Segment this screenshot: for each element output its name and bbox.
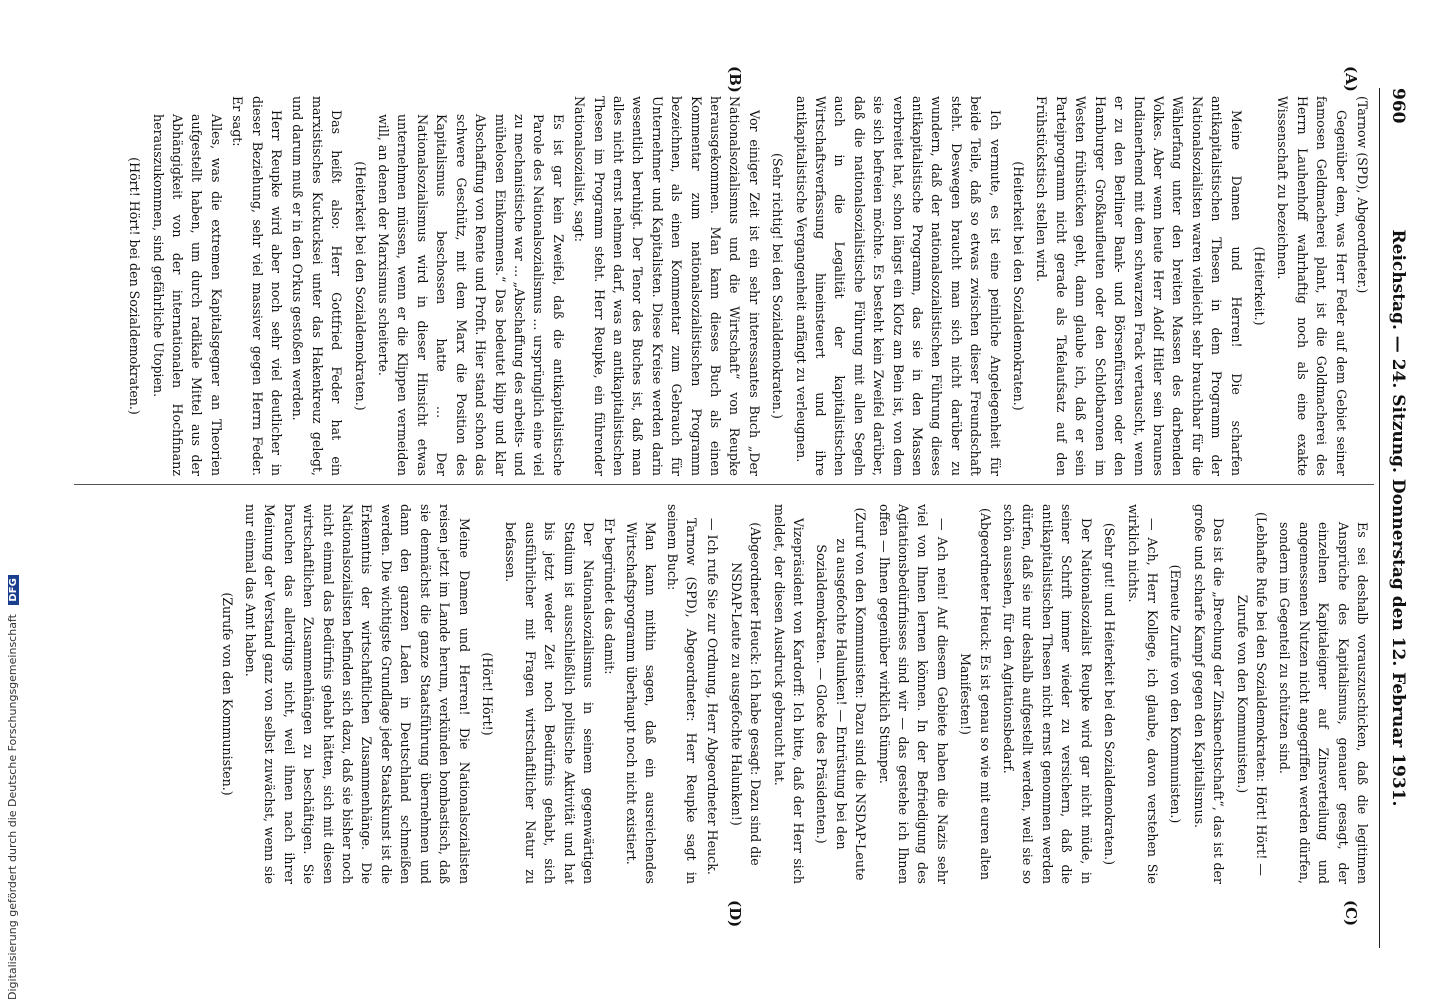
quotation: Alles, was die extremen Kapitalsgegner an Theorien aufgestellt haben, um durch radikale Mittel aus der Abhängigkeit von der internationalen Hochfinanz herauszukommen, sind gefährliche Utopien. [150, 114, 224, 476]
interjection: (Heiterkeit bei den Sozialdemokraten.) [352, 161, 368, 411]
interjection: (Sehr richtig! bei den Sozialdemokraten.) [770, 153, 786, 419]
paragraph: — Ich rufe Sie zur Ordnung, Herr Abgeordneter Heuck. [705, 518, 721, 875]
paragraph: Herr Reupke wird aber noch sehr viel deutlicher in dieser Beziehung, sehr viel massiver gegen Herrn Feder. Er sagt: [230, 96, 285, 476]
dfg-logo: DFG [8, 575, 19, 604]
quotation: Es ist gar kein Zweifel, daß die antikapitalistische Parole des Nationalsozialismus ... ursprünglich eine viel zu mechanistische war ... „Abschaffung des arbeits- und mühelosen Einkommens.“ Das bedeutet klipp und klar Abschaffung von Rente und Profit. Hier stand schon das schwere Geschütz, mit dem Marx die Position des Kapitalismus beschossen hatte ... Der Nationalsozialismus wird in dieser Hinsicht etwas unternehmen müssen, wenn er die Klippen vermeiden will, an denen der Marxismus scheiterte. [376, 114, 566, 476]
paragraph: Ich vermute, es ist eine peinliche Angelegenheit für beide Teile, daß so etwas zwischen dieser Freundschaft steht. Deswegen braucht man sich nicht darüber zu wundern, daß der nationalsozialistischen Führung dieses antikapitalistische Programm, das sie in den Massen verbreitet hat, schon längst ein Klotz am Bein ist, von dem sie sich befreien möchte. Es besteht kein Zweifel darüber, daß die nationalsozialistische Führung mit allen Segeln auch in die Legalität der kapitalistischen Wirtschaftsverfassung hineinsteuert und ihre antikapitalistische Vergangenheit anfängt zu verleugnen. [793, 96, 1003, 476]
column-divider [74, 484, 1374, 485]
paragraph: Meine Damen und Herren! Die Nationalsozialisten reisen jetzt im Lande herum, verkünden bombastisch, daß sie demnächst die ganze Staatsführung übernehmen und dann den ganzen Laden in Deutschland schmeißen werden. Die wichtigste Grundlage jeder Staatskunst ist die Erkenntnis der wirtschaftlichen Zusammenhänge. Die Nationalsozialisten befinden sich dazu, daß sie bisher noch nicht einmal das Bedürfnis gehabt hätten, sich mit diesen wirtschaftlichen Zusammenhängen zu beschäftigen. Sie brauchen das allerdings nicht, weil ihnen nach ihrer Meinung der Verstand ganz von selbst zuwächst, wenn sie nur einmal das Amt haben. [243, 504, 472, 884]
interjection: (Zuruf von den Kommunisten: Dazu sind die NSDAP-Leute zu ausgefochte Halunken! — Entrüstung bei den Sozialdemokraten. — Glocke des Präsidenten.) [814, 507, 869, 881]
paragraph: — Ach nein! Auf diesem Gebiete haben die Nazis sehr viel von Ihnen lernen können. In der Befriedigung des Agitationsbedürfnisses sind wir — das gestehe ich Ihnen offen — Ihnen gegenüber wirklich Stümper. [876, 504, 950, 884]
paragraph: Vizepräsident von Kardorff: Ich bitte, daß der Herr sich meldet, der diesen Ausdruck gebraucht hat. [771, 504, 807, 884]
paragraph: Der Nationalsozialist Reupke wird gar nicht müde, in seiner Schrift immer wieder zu versichern, daß die antikapitalistischen Thesen nicht ernst genommen werden dürfen, daß sie nur deshalb aufgestellt werden, weil sie so schön aussehen, für den Agitationsbedarf. [1001, 504, 1094, 884]
page-header [1378, 88, 1408, 948]
interjection: (Erneute Zurufe von den Kommunisten.) [1168, 564, 1184, 824]
margin-marker-c: (C) [1342, 900, 1360, 927]
paragraph: Vor einiger Zeit ist ein sehr interessantes Buch „Der Nationalsozialismus und die Wirtschaft“ von Reupke herausgekommen. Man kann dieses Buch als einen Kommentar zum nationalsozialistischen Programm bezeichnen, als einen Kommentar zum Gebrauch für Unternehmer und Kapitalisten. Diese Kreise werden darin wesentlich beruhigt. Der Tenor des Buches ist, daß man alles nicht ernst nehmen darf, was an antikapitalistischen Thesen im Programm steht. Herr Reupke, ein führender Nationalsozialist, sagt: [572, 96, 762, 476]
interjection: (Zurufe von den Kommunisten.) [219, 592, 235, 796]
interjection: (Heiterkeit.) [1251, 246, 1267, 326]
interjection: (Abgeordneter Heuck: Es ist genau so wie mit euren alten Manifesten!) [958, 508, 993, 880]
paragraph: — Ach, Herr Kollege, ich glaube, davon verstehen Sie wirklich nichts. [1125, 504, 1160, 884]
digitization-credit [6, 575, 19, 1000]
interjection: (Hört! Hört!) [479, 652, 495, 736]
page-title: Reichstag. — 24. Sitzung. Donnerstag den 12. Februar 1931. [1388, 229, 1408, 807]
paragraph: Gegenüber dem, was Herr Feder auf dem Gebiet seiner famosen Geldmacherei plant, ist die Goldmacherei des Herrn Lauhenhoff wahrhaftig noch als eine exakte Wissenschaft zu bezeichnen. [1275, 96, 1349, 476]
quotation: Es sei deshalb vorauszuschicken, daß die legitimen Ansprüche des Kapitalismus, genauer gesagt, der einzelnen Kapitaleigner auf Zinsverteilung und angemessenen Nutzen nicht angegriffen werden dürfen, sondern im Gegenteil zu schützen sind. [1277, 522, 1370, 884]
paragraph: Er begründet das damit: [602, 518, 618, 675]
paragraph: Das ist die „Brechung der Zinsknechtschaft“, das ist der große und scharfe Kampf gegen den Kapitalismus. [1191, 504, 1227, 884]
margin-marker-b: (B) [726, 66, 744, 93]
paragraph: (Tarnow (SPD), Abgeordneter.) [1355, 96, 1370, 294]
interjection: (Abgeordneter Heuck: Ich habe gesagt: Dazu sind die NSDAP-Leute zu ausgefochte Halunken!) [728, 522, 764, 866]
quotation: Der Nationalsozialismus in seinem gegenwärtigen Stadium ist ausschließlich politische Aktivität und hat bis jetzt weder Zeit noch Bedürfnis gehabt, sich ausführlicher mit Fragen wirtschaftlicher Natur zu befassen. [503, 522, 596, 884]
credit-text: Digitalisierung gefördert durch die Deutsche Forschungsgemeinschaft [6, 614, 19, 1000]
interjection: (Hört! Hört! bei den Sozialdemokraten.) [127, 157, 143, 415]
margin-marker-d: (D) [726, 900, 744, 928]
header-rule [1379, 88, 1380, 948]
interjection: (Lebhafte Rufe bei den Sozialdemokraten: Hört! Hört! — Zurufe von den Kommunisten.) [1234, 512, 1269, 876]
paragraph: Tarnow (SPD), Abgeordneter: Herr Reupke sagt in seinem Buch: [664, 504, 699, 884]
interjection: (Sehr gut! und Heiterkeit bei den Sozialdemokraten.) [1102, 522, 1118, 866]
quotation: Man kann mithin sagen, daß ein ausreichendes Wirtschaftsprogramm überhaupt noch nicht existiert. [623, 522, 659, 884]
margin-marker-a: (A) [1342, 66, 1360, 92]
interjection: (Heiterkeit bei den Sozialdemokraten.) [1011, 161, 1027, 411]
paragraph: Meine Damen und Herren! Die scharfen antikapitalistischen Thesen in dem Programm der Nationalsozialisten waren vielleicht sehr brauchbar für die Wählerfang unter den breiten Massen des darbenden Volkes. Aber wenn heute Herr Adolf Hitler sein braunes Indianerhemd mit dem schwarzen Frack vertauscht, wenn er zu den Berliner Bank- und Börsenfürsten oder den Hamburger Großkaufleuten oder den Schlotbaronen im Westen frühstücken geht, dann glaube ich, daß er sein Parteiprogramm nicht gerade als Tafelaufsatz auf den Frühstückstisch stellen wird. [1034, 96, 1244, 476]
right-column [213, 504, 1372, 884]
paragraph: Das heißt also: Herr Gottfried Feder hat ein marxistisches Kuckucksei unter das Hakenkreuz gelegt, und darum muß er in den Orkus gestoßen werden. [290, 96, 345, 476]
left-column [121, 96, 1372, 476]
page-number: 960 [1388, 88, 1408, 124]
